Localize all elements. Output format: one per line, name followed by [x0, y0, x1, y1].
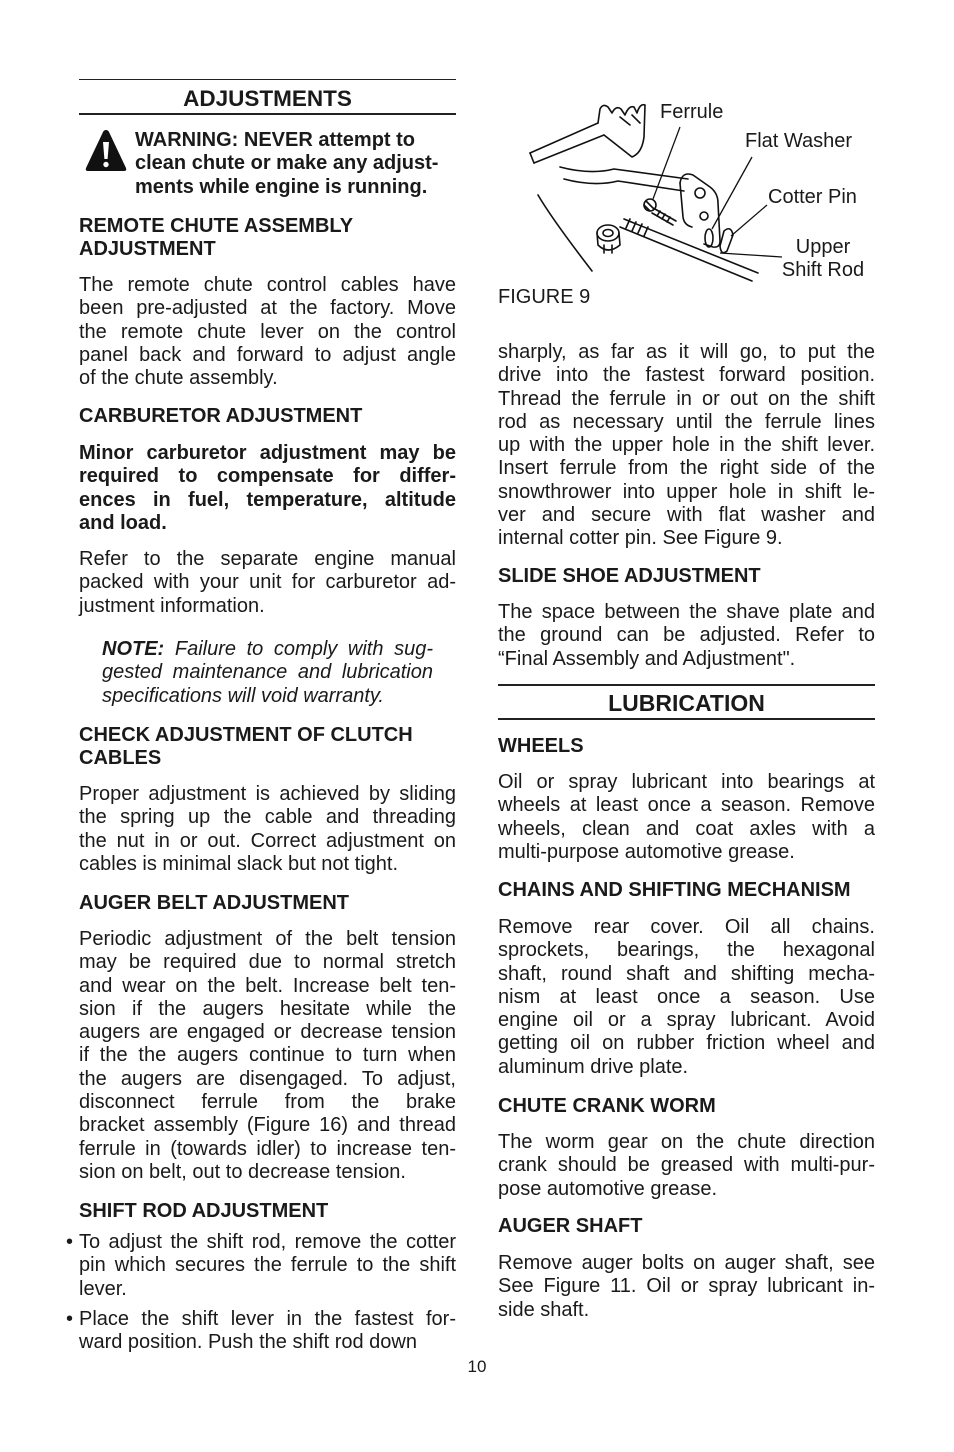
warning-triangle-icon	[84, 128, 128, 173]
frame-band	[560, 167, 688, 179]
text-line: AUGER BELT ADJUSTMENT	[79, 892, 349, 914]
text-line: ADJUSTMENT	[79, 238, 216, 261]
text-line: the spring up the cable and threading	[79, 806, 456, 829]
text-line: To adjust the shift rod, remove the cotter	[79, 1231, 456, 1253]
paragraph-wheels	[498, 771, 875, 864]
paragraph-clutch	[79, 783, 456, 876]
frame-band	[564, 179, 684, 191]
page-number: 10	[467, 1357, 487, 1376]
paragraph-remote-chute	[79, 274, 456, 390]
text-line: See Figure 11. Oil or spray lubricant in-	[498, 1275, 875, 1298]
text-line: lever.	[79, 1277, 127, 1300]
text-line: CHAINS AND SHIFTING MECHANISM	[498, 879, 851, 901]
paragraph-chains	[498, 916, 875, 1079]
text-line: The remote chute control cables have	[79, 274, 456, 296]
bullet-text	[79, 1308, 456, 1355]
note-block	[102, 638, 433, 708]
text-line: WHEELS	[498, 735, 584, 757]
text-line: up with the upper hole in the shift lever.	[498, 434, 875, 457]
lubrication-underline	[498, 718, 875, 720]
text-line: ments while engine is running.	[135, 175, 428, 198]
flat-washer	[705, 229, 713, 247]
note-line: specifications will void warranty.	[102, 684, 384, 707]
text-line: Remove auger bolts on auger shaft, see	[498, 1252, 875, 1274]
text-line: ward position. Push the shift rod down	[79, 1331, 417, 1354]
text-line: augers are engaged or decrease tension	[79, 1021, 456, 1044]
subheading-slide-shoe	[498, 565, 875, 588]
text-line: engine oil or a spray lubricant. Avoid	[498, 1009, 875, 1032]
text-line: Proper adjustment is achieved by sliding	[79, 783, 456, 805]
bullet-glyph: •	[66, 1231, 74, 1253]
text-line: the nut in or out. Correct adjustment on	[79, 829, 456, 852]
text-line: CARBURETOR ADJUSTMENT	[79, 405, 363, 427]
text-line: of the chute assembly.	[79, 367, 278, 390]
text-line: cables is minimal slack but not tight.	[79, 852, 399, 875]
paragraph-carburetor-bold	[79, 442, 456, 535]
text-line: internal cotter pin. See Figure 9.	[498, 527, 783, 550]
text-line: sion on belt, out to decrease tension.	[79, 1160, 406, 1183]
text-line: Refer to the separate engine manual	[79, 548, 456, 570]
paragraph-auger-shaft	[498, 1252, 875, 1322]
note-line: gested maintenance and lubrication	[102, 661, 433, 684]
text-line: WARNING: NEVER attempt to	[135, 129, 415, 151]
text-line: been pre-adjusted at the factory. Move	[79, 297, 456, 320]
frame-top-edge	[530, 123, 598, 153]
text-line: and wear on the belt. Increase belt ten-	[79, 974, 456, 997]
text-line: Minor carburetor adjustment may be	[79, 442, 456, 464]
text-line: Remove rear cover. Oil all chains.	[498, 916, 875, 938]
text-line: sharply, as far as it will go, to put the	[498, 341, 875, 363]
text-line: nism at least once a season. Use	[498, 985, 875, 1008]
text-line: Place the shift lever in the fastest for-	[79, 1308, 456, 1330]
notched-plate	[598, 105, 645, 157]
subheading-remote-chute	[79, 215, 456, 262]
text-line: ver and secure with flat washer and	[498, 504, 875, 527]
frame-left-edge	[538, 195, 592, 271]
text-line: clean chute or make any adjust-	[135, 152, 439, 175]
paragraph-auger-belt	[79, 928, 456, 1184]
section-title-lubrication: LUBRICATION	[608, 690, 765, 716]
text-line: disconnect ferrule from the brake	[79, 1091, 456, 1114]
note-line	[102, 638, 433, 661]
text-line: crank should be greased with multi-pur-	[498, 1154, 875, 1177]
subheading-wheels	[498, 735, 875, 758]
subheading-carburetor	[79, 405, 456, 428]
bullet-glyph: •	[66, 1308, 74, 1330]
text-line: the ground can be adjusted. Refer to	[498, 624, 875, 647]
text-line: packed with your unit for carburetor ad-	[79, 571, 456, 594]
text-line: aluminum drive plate.	[498, 1055, 689, 1078]
figure-label-ferrule: Ferrule	[660, 101, 724, 123]
text-line: bracket assembly (Figure 16) and thread	[79, 1114, 456, 1137]
text-line: and load.	[79, 511, 167, 534]
subheading-auger-belt	[79, 892, 456, 915]
subheading-auger-shaft	[498, 1215, 875, 1238]
text-line: justment information.	[79, 594, 265, 617]
lever-plate	[680, 174, 720, 247]
text-line: sprockets, bearings, the hexagonal	[498, 939, 875, 962]
figure-label-flat-washer: Flat Washer	[745, 130, 853, 152]
bullet-text	[79, 1231, 456, 1301]
text-line: sion if the augers hesitate while the	[79, 997, 456, 1020]
figure-label-upper-shift-rod	[773, 236, 873, 283]
text-line: “Final Assembly and Adjustment".	[498, 647, 796, 670]
bullet-item	[66, 1308, 456, 1355]
text-line: CABLES	[79, 747, 162, 770]
text-line: may be required due to normal stretch	[79, 951, 456, 974]
paragraph-shift-rod-continued	[498, 341, 875, 551]
lubrication-top-rule	[498, 684, 875, 686]
text-line: Shift Rod	[781, 259, 865, 282]
text-line: Insert ferrule from the right side of the	[498, 457, 875, 480]
text-line: SLIDE SHOE ADJUSTMENT	[498, 565, 761, 587]
text-line: The worm gear on the chute direction	[498, 1131, 875, 1153]
subheading-chute-crank	[498, 1095, 875, 1118]
paragraph-carburetor	[79, 548, 456, 618]
note-line-text: Failure to comply with sug-	[174, 638, 433, 660]
text-line: wheels at least once a season. Remove	[498, 794, 875, 817]
figure-caption: FIGURE 9	[498, 286, 591, 308]
text-line: wheels, clean and coat axles with a	[498, 817, 875, 840]
cotter-pin	[720, 229, 733, 253]
text-line: AUGER SHAFT	[498, 1215, 643, 1237]
subheading-clutch	[79, 724, 456, 771]
paragraph-chute-crank	[498, 1131, 875, 1201]
text-line: getting oil on rubber friction wheel and	[498, 1032, 875, 1055]
text-line: The space between the shave plate and	[498, 601, 875, 623]
note-label: NOTE:	[102, 638, 165, 660]
text-line: Upper	[795, 236, 851, 258]
text-line: required to compensate for differ-	[79, 465, 456, 488]
text-line: rod as necessary until the ferrule lines	[498, 410, 875, 433]
section-title-adjustments: ADJUSTMENTS	[183, 86, 352, 111]
text-line: side shaft.	[498, 1298, 590, 1321]
leader-flat-washer	[712, 157, 752, 229]
text-line: Thread the ferrule in or out on the shift	[498, 387, 875, 410]
text-line: pin which secures the ferrule to the shift	[79, 1254, 456, 1277]
text-line: if the the augers continue to turn when	[79, 1044, 456, 1067]
text-line: CHECK ADJUSTMENT OF CLUTCH	[79, 724, 413, 746]
text-line: REMOTE CHUTE ASSEMBLY	[79, 215, 354, 237]
top-rule	[79, 79, 456, 80]
nut	[597, 225, 619, 241]
text-line: shaft, round shaft and shifting mecha-	[498, 962, 875, 985]
title-underline	[79, 113, 456, 115]
text-line: Oil or spray lubricant into bearings at	[498, 771, 875, 793]
text-line: ferrule in (towards idler) to increase ten-	[79, 1137, 456, 1160]
text-line: CHUTE CRANK WORM	[498, 1095, 716, 1117]
bullet-item	[66, 1231, 456, 1301]
figure-label-cotter-pin: Cotter Pin	[768, 186, 857, 208]
text-line: pose automotive grease.	[498, 1177, 718, 1200]
paragraph-slide-shoe	[498, 601, 875, 671]
frame-top-edge	[534, 135, 604, 163]
text-line: drive into the fastest forward position.	[498, 364, 875, 387]
text-line: SHIFT ROD ADJUSTMENT	[79, 1200, 329, 1222]
subheading-shift-rod	[79, 1200, 456, 1223]
subheading-chains	[498, 879, 875, 902]
text-line: the augers are disengaged. To adjust,	[79, 1067, 456, 1090]
text-line: Periodic adjustment of the belt tension	[79, 928, 456, 950]
text-line: the remote chute lever on the control	[79, 320, 456, 343]
text-line: snowthrower into upper hole in shift le-	[498, 480, 875, 503]
text-line: ences in fuel, temperature, altitude	[79, 488, 456, 511]
text-line: panel back and forward to adjust angle	[79, 343, 456, 366]
leader-cotter-pin	[731, 205, 767, 236]
text-line: multi-purpose automotive grease.	[498, 840, 795, 863]
warning-text	[135, 129, 456, 199]
